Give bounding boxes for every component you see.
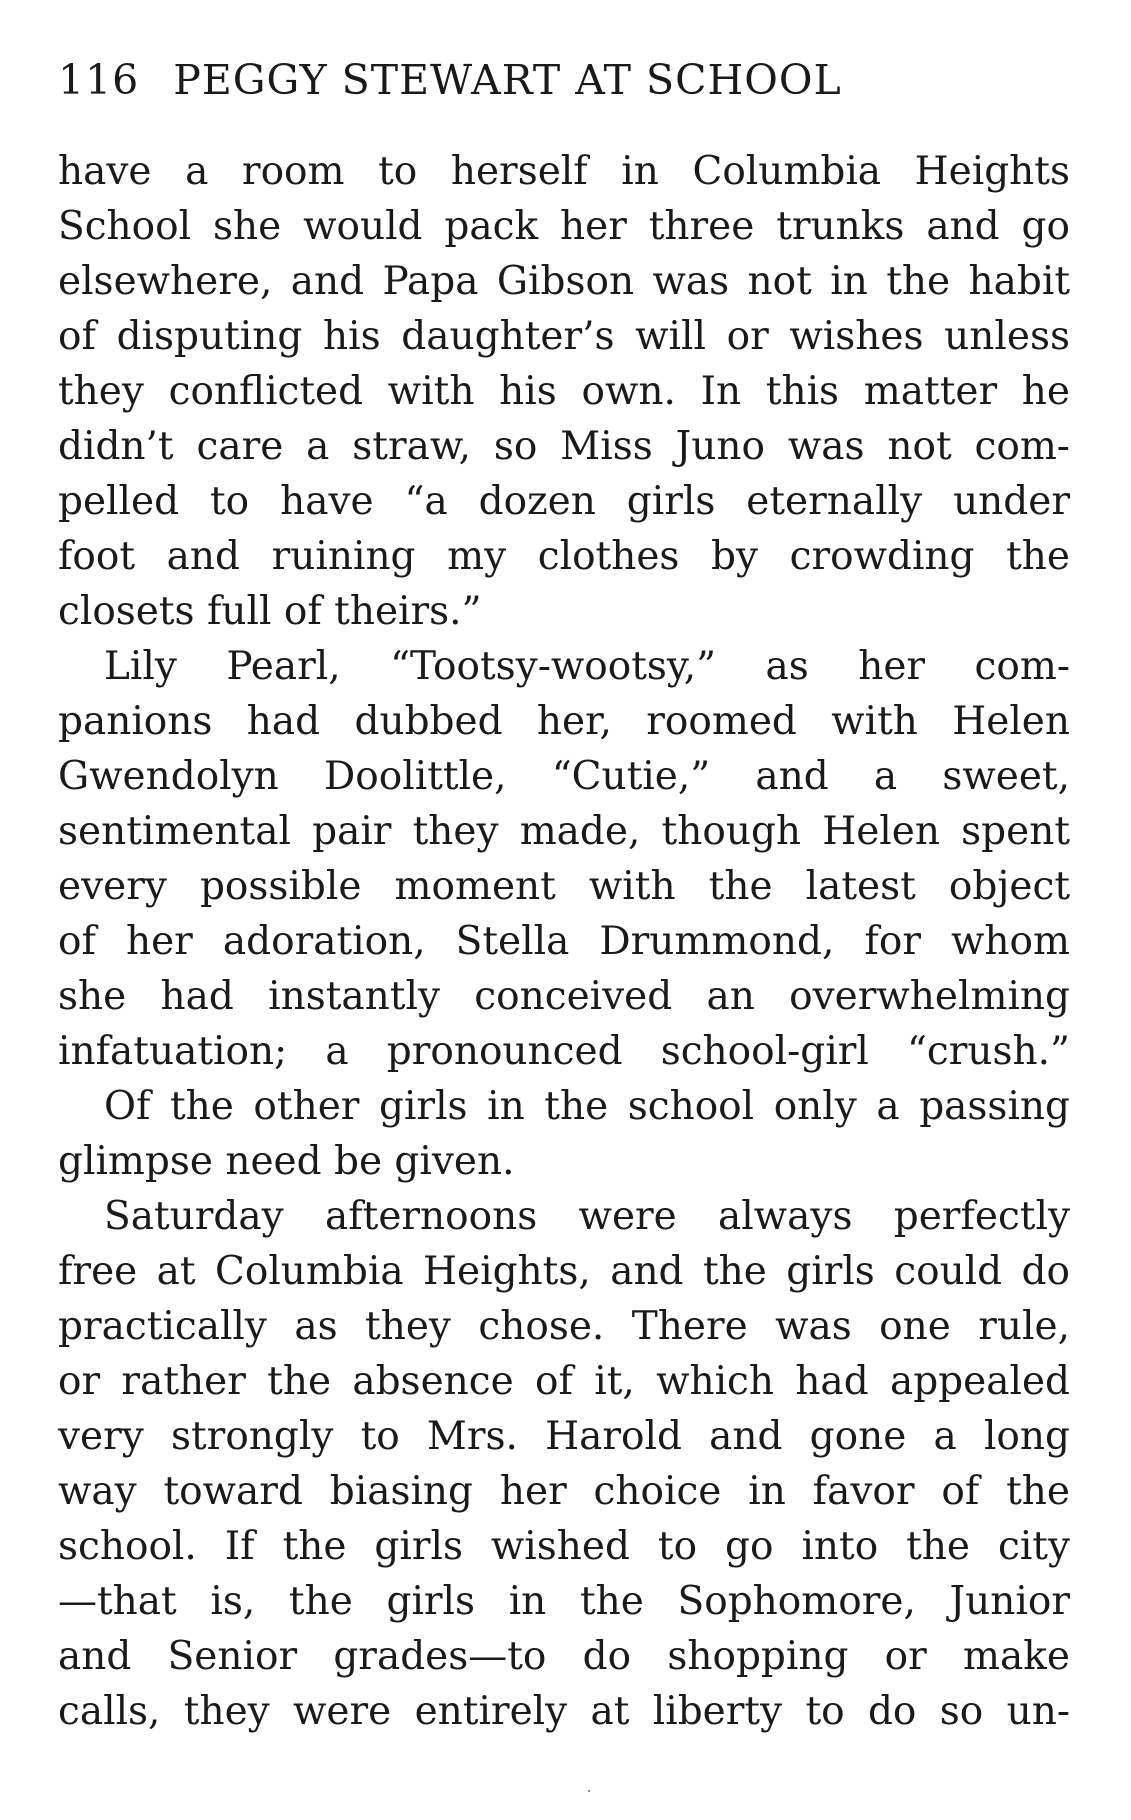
paragraph-start-line: Of the other girls in the school only a passing <box>104 1084 1070 1129</box>
paragraph-end-line: closets full of theirs.” <box>58 589 482 634</box>
text-line: School she would pack her three trunks and go <box>58 204 1070 249</box>
text-line: very strongly to Mrs. Harold and gone a long <box>58 1414 1070 1459</box>
text-line: panions had dubbed her, roomed with Helen <box>58 699 1070 744</box>
body-text <box>58 144 1070 1739</box>
print-speck <box>588 1790 590 1792</box>
text-line: every possible moment with the latest object <box>58 864 1070 909</box>
text-line: school. If the girls wished to go into the city <box>58 1524 1070 1569</box>
text-line: calls, they were entirely at liberty to do so un- <box>58 1689 1070 1734</box>
paragraph-start-line: Lily Pearl, “Tootsy-wootsy,” as her com- <box>104 644 1070 689</box>
text-line: they conflicted with his own. In this matter he <box>58 369 1070 414</box>
text-line: foot and ruining my clothes by crowding the <box>58 534 1070 579</box>
text-line: pelled to have “a dozen girls eternally under <box>58 479 1070 524</box>
text-line: Gwendolyn Doolittle, “Cutie,” and a sweet, <box>58 754 1070 799</box>
text-line: elsewhere, and Papa Gibson was not in the habit <box>58 259 1070 304</box>
text-line: of her adoration, Stella Drummond, for whom <box>58 919 1070 964</box>
running-title: PEGGY STEWART AT SCHOOL <box>173 56 842 104</box>
text-line: sentimental pair they made, though Helen spent <box>58 809 1070 854</box>
text-line: she had instantly conceived an overwhelming <box>58 974 1070 1019</box>
text-line: didn’t care a straw, so Miss Juno was not com- <box>58 424 1070 469</box>
paragraph-end-line: glimpse need be given. <box>58 1139 515 1184</box>
paragraph-start-line: Saturday afternoons were always perfectly <box>104 1194 1070 1239</box>
text-line: free at Columbia Heights, and the girls could do <box>58 1249 1070 1294</box>
running-head <box>58 52 842 108</box>
page-number: 116 <box>58 56 140 104</box>
text-line: practically as they chose. There was one rule, <box>58 1304 1070 1349</box>
text-line: have a room to herself in Columbia Heights <box>58 149 1070 194</box>
text-line: and Senior grades—to do shopping or make <box>58 1634 1070 1679</box>
text-line: or rather the absence of it, which had appealed <box>58 1359 1070 1404</box>
text-line: of disputing his daughter’s will or wishes unless <box>58 314 1070 359</box>
paragraph-end-line: infatuation; a pronounced school-girl “crush.” <box>58 1029 1070 1074</box>
text-line: —that is, the girls in the Sophomore, Junior <box>58 1579 1070 1624</box>
text-line: way toward biasing her choice in favor of the <box>58 1469 1070 1514</box>
